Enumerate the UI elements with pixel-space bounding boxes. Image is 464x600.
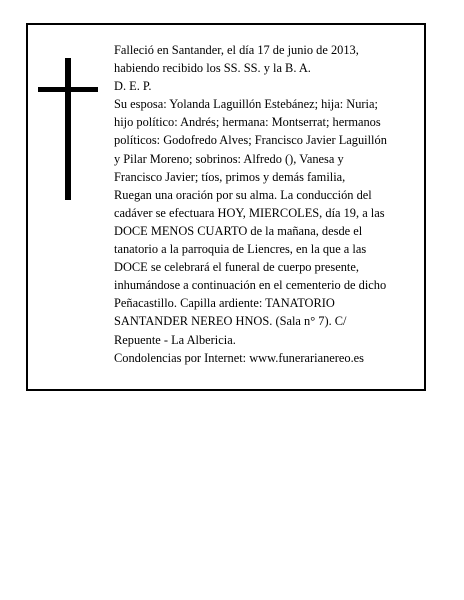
notice-line: Peñacastillo. Capilla ardiente: TANATORIO: [114, 296, 335, 311]
notice-line: Repuente - La Albericia.: [114, 332, 236, 347]
notice-line: SANTANDER NEREO HNOS. (Sala n° 7). C/: [114, 314, 347, 329]
notice-line: DOCE se celebrará el funeral de cuerpo presente,: [114, 260, 359, 275]
notice-line: inhumándose a continuación en el cementerio de dicho: [114, 278, 387, 293]
notice-line: Falleció en Santander, el día 17 de junio de 2013,: [114, 43, 359, 57]
notice-line: Francisco Javier; tíos, primos y demás familia,: [114, 169, 346, 184]
notice-line: políticos: Godofredo Alves; Francisco Javier Laguillón: [114, 133, 387, 148]
cross-vertical-bar: [65, 58, 71, 200]
cross-icon: [38, 58, 98, 200]
notice-line: Ruegan una oración por su alma. La conducción del: [114, 187, 372, 202]
notice-line: cadáver se efectuara HOY, MIERCOLES, día 19, a las: [114, 205, 385, 220]
notice-line: Su esposa: Yolanda Laguillón Estebánez; hija: Nuria;: [114, 97, 378, 112]
notice-text: [114, 41, 418, 367]
notice-line: Condolencias por Internet: www.funerarianereo.es: [114, 350, 365, 365]
notice-line: habiendo recibido los SS. SS. y la B. A.: [114, 61, 311, 76]
cross-horizontal-bar: [38, 87, 98, 92]
obituary-notice: [26, 23, 426, 391]
notice-line: tanatorio a la parroquia de Liencres, en la que a las: [114, 242, 367, 257]
notice-line: hijo político: Andrés; hermana: Montserrat; hermanos: [114, 115, 381, 130]
notice-line: y Pilar Moreno; sobrinos: Alfredo (), Vanesa y: [114, 151, 344, 166]
notice-line: D. E. P.: [114, 79, 152, 94]
notice-line: DOCE MENOS CUARTO de la mañana, desde el: [114, 223, 363, 238]
